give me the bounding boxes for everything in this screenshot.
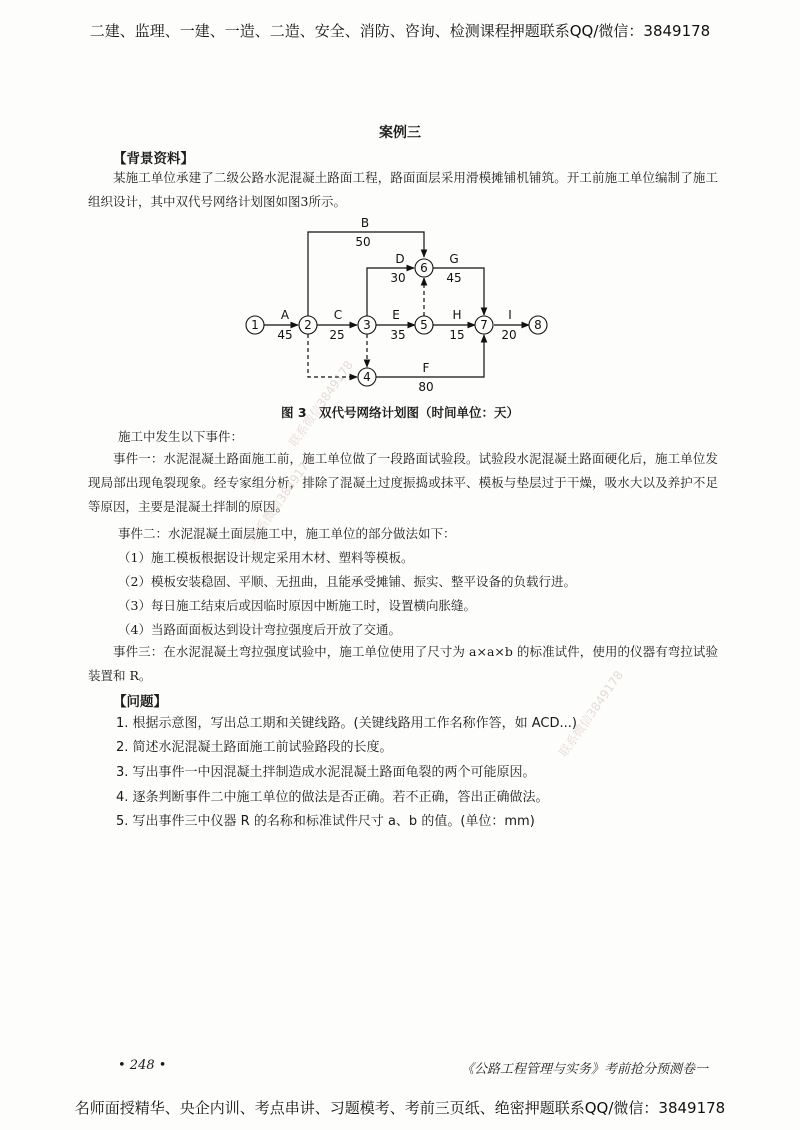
label-h-name: H <box>452 308 462 322</box>
label-b-duration: 50 <box>355 235 371 249</box>
label-i-name: I <box>508 308 512 322</box>
label-b-name: B <box>360 216 370 230</box>
question-item: 5. 写出事件三中仪器 R 的名称和标准试件尺寸 a、b 的值。(单位：mm) <box>116 814 535 829</box>
node-2 <box>299 316 317 334</box>
page-number: • 248 • <box>118 1058 167 1073</box>
figure-caption: 图 3 双代号网络计划图（时间单位：天） <box>280 405 520 420</box>
questions-heading: 【问题】 <box>113 694 167 710</box>
label-e-name: E <box>392 308 400 322</box>
node-4 <box>358 368 376 386</box>
watermark: 联系微信3849178 <box>556 668 626 760</box>
event-two-item: （3）每日施工结束后或因临时原因中断施工时，设置横向胀缝。 <box>118 598 476 613</box>
question-item: 1. 根据示意图，写出总工期和关键线路。(关键线路用工作名称作答，如 ACD...) <box>116 716 577 731</box>
label-g-name: G <box>449 252 459 266</box>
event-two-item: （4）当路面面板达到设计弯拉强度后开放了交通。 <box>118 622 401 637</box>
label-d-duration: 30 <box>390 271 406 285</box>
svg-text:8: 8 <box>534 318 542 332</box>
svg-text:5: 5 <box>420 318 428 332</box>
label-d-name: D <box>395 252 405 266</box>
svg-text:3: 3 <box>363 318 371 332</box>
question-item: 2. 简述水泥混凝土路面施工前试验路段的长度。 <box>116 740 393 755</box>
network-diagram <box>230 215 570 400</box>
top-banner: 二建、监理、一建、一造、二造、安全、消防、咨询、检测课程押题联系QQ/微信：3849178 <box>89 22 711 40</box>
events-intro: 施工中发生以下事件： <box>118 429 244 444</box>
label-a-name: A <box>280 308 290 322</box>
node-1 <box>246 316 264 334</box>
event-two-intro: 事件二：水泥混凝土面层施工中，施工单位的部分做法如下： <box>118 526 456 541</box>
event-two-item: （1）施工模板根据设计规定采用木材、塑料等模板。 <box>118 550 414 565</box>
label-c-name: C <box>333 308 343 322</box>
label-f-name: F <box>422 361 430 375</box>
label-f-duration: 80 <box>418 380 434 394</box>
svg-text:6: 6 <box>420 261 428 275</box>
node-7 <box>475 316 493 334</box>
svg-text:4: 4 <box>363 370 371 384</box>
svg-text:7: 7 <box>480 318 488 332</box>
event-three: 事件三：在水泥混凝土弯拉强度试验中，施工单位使用了尺寸为 a×a×b 的标准试件，使用的仪器有弯拉试验装置和 R。 <box>88 644 718 683</box>
svg-text:2: 2 <box>304 318 312 332</box>
background-heading: 【背景资料】 <box>113 151 194 167</box>
node-8 <box>529 316 547 334</box>
event-two-item: （2）模板安装稳固、平顺、无扭曲，且能承受摊铺、振实、整平设备的负载行进。 <box>118 574 576 589</box>
node-5 <box>415 316 433 334</box>
svg-text:1: 1 <box>251 318 259 332</box>
label-h-duration: 15 <box>449 328 465 342</box>
bottom-banner: 名师面授精华、央企内训、考点串讲、习题模考、考前三页纸、绝密押题联系QQ/微信：3849178 <box>74 1099 726 1117</box>
label-g-duration: 45 <box>446 271 462 285</box>
label-c-duration: 25 <box>329 328 345 342</box>
event-one: 事件一：水泥混凝土路面施工前，施工单位做了一段路面试验段。试验段水泥混凝土路面硬化后，施工单位发现局部出现龟裂现象。经专家组分析，排除了混凝土过度振捣或抹平、模板与垫层过于干燥，吸水大以及养护不足等原因，主要是混凝土拌制的原因。 <box>88 451 718 514</box>
footer-book-title: 《公路工程管理与实务》考前抢分预测卷一 <box>460 1062 708 1077</box>
question-item: 3. 写出事件一中因混凝土拌制造成水泥混凝土路面龟裂的两个可能原因。 <box>116 765 536 780</box>
watermark: 联系微信3849178 <box>286 358 356 450</box>
case-title: 案例三 <box>379 125 421 141</box>
label-i-duration: 20 <box>501 328 517 342</box>
watermark: 联系微信3849178 <box>246 453 316 545</box>
node-3 <box>358 316 376 334</box>
label-a-duration: 45 <box>277 328 293 342</box>
node-6 <box>415 259 433 277</box>
question-item: 4. 逐条判断事件二中施工单位的做法是否正确。若不正确，答出正确做法。 <box>116 790 549 805</box>
label-e-duration: 35 <box>390 328 406 342</box>
background-text: 某施工单位承建了二级公路水泥混凝土路面工程，路面面层采用滑模摊铺机铺筑。开工前施工单位编制了施工组织设计，其中双代号网络计划图如图3所示。 <box>88 170 718 209</box>
